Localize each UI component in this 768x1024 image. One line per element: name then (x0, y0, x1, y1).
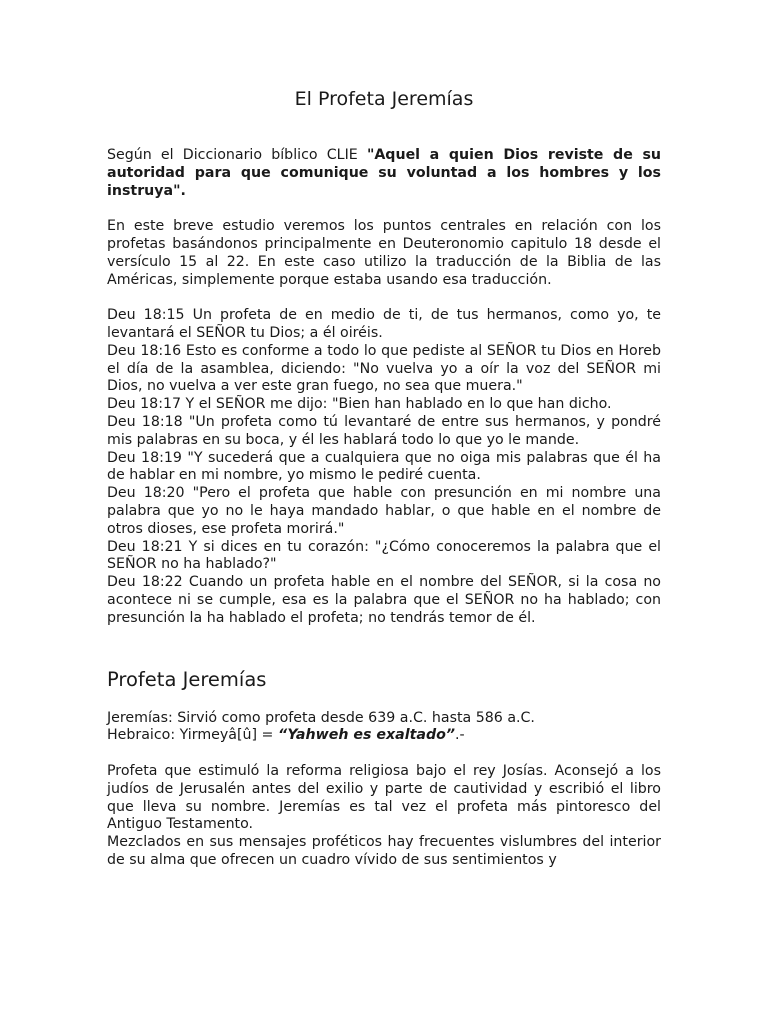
document-body (107, 147, 661, 870)
hebrew-line (107, 727, 661, 745)
jeremiah-paragraph-2: Mezclados en sus mensajes proféticos hay frecuentes vislumbres del interior de su alma que ofrecen un cuadro vívido de sus sentimientos y (107, 834, 661, 868)
verse-19: Deu 18:19 "Y sucederá que a cualquiera que no oiga mis palabras que él ha de hablar en mi nombre, yo mismo le pediré cuenta. (107, 449, 661, 484)
section-heading: Profeta Jeremías (107, 667, 267, 691)
verse-20: Deu 18:20 "Pero el profeta que hable con presunción en mi nombre una palabra que yo no le haya mandado hablar, o que hable en el nombre de otros dioses, ese profeta morirá." (107, 485, 661, 537)
study-paragraph: En este breve estudio veremos los puntos centrales en relación con los profetas basándonos principalmente en Deuteronomio capitulo 18 desde el versículo 15 al 22. En este caso utilizo la traducción de la Biblia de las Américas, simplemente porque estaba usando esa traducción. (107, 218, 661, 288)
page-title: El Profeta Jeremías (294, 88, 474, 110)
intro-paragraph (107, 147, 661, 200)
jeremiah-paragraph-1: Profeta que estimuló la reforma religiosa bajo el rey Josías. Aconsejó a los judíos de Jerusalén antes del exilio y parte de cautividad y escribió el libro que lleva su nombre. Jeremías es tal vez el profeta más pintoresco del Antiguo Testamento. (107, 762, 661, 833)
served-line: Jeremías: Sirvió como profeta desde 639 a.C. hasta 586 a.C. (107, 709, 535, 726)
verse-17: Deu 18:17 Y el SEÑOR me dijo: "Bien han hablado en lo que han dicho. (107, 396, 612, 413)
intro-quote: "Aquel a quien Dios reviste de su autoridad para que comunique su voluntad a los hombres y los instruya". (107, 147, 662, 199)
verse-16: Deu 18:16 Esto es conforme a todo lo que pediste al SEÑOR tu Dios en Horeb el día de la asamblea, diciendo: "No vuelva yo a oír la voz del SEÑOR mi Dios, no vuelva a ver este gran fuego, no sea que muera." (107, 342, 661, 395)
intro-prefix: Según el Diccionario bíblico CLIE (107, 147, 367, 163)
hebrew-suffix: .- (454, 727, 465, 744)
hebrew-prefix: Hebraico: Yirmeyâ[û] = (107, 727, 278, 744)
verse-18: Deu 18:18 "Un profeta como tú levantaré de entre sus hermanos, y pondré mis palabras en su boca, y él les hablará todo lo que yo le mande. (107, 413, 661, 448)
verse-22: Deu 18:22 Cuando un profeta hable en el nombre del SEÑOR, si la cosa no acontece ni se cumple, esa es la palabra que el SEÑOR no ha hablado; con presunción la ha hablado el profeta; no tendrás temor de él. (107, 574, 661, 626)
verse-21: Deu 18:21 Y si dices en tu corazón: "¿Cómo conoceremos la palabra que el SEÑOR no ha hablado?" (107, 538, 661, 573)
hebrew-meaning: “Yahweh es exaltado” (277, 727, 455, 744)
verse-15: Deu 18:15 Un profeta de en medio de ti, de tus hermanos, como yo, te levantará el SEÑOR tu Dios; a él oiréis. (107, 307, 661, 341)
